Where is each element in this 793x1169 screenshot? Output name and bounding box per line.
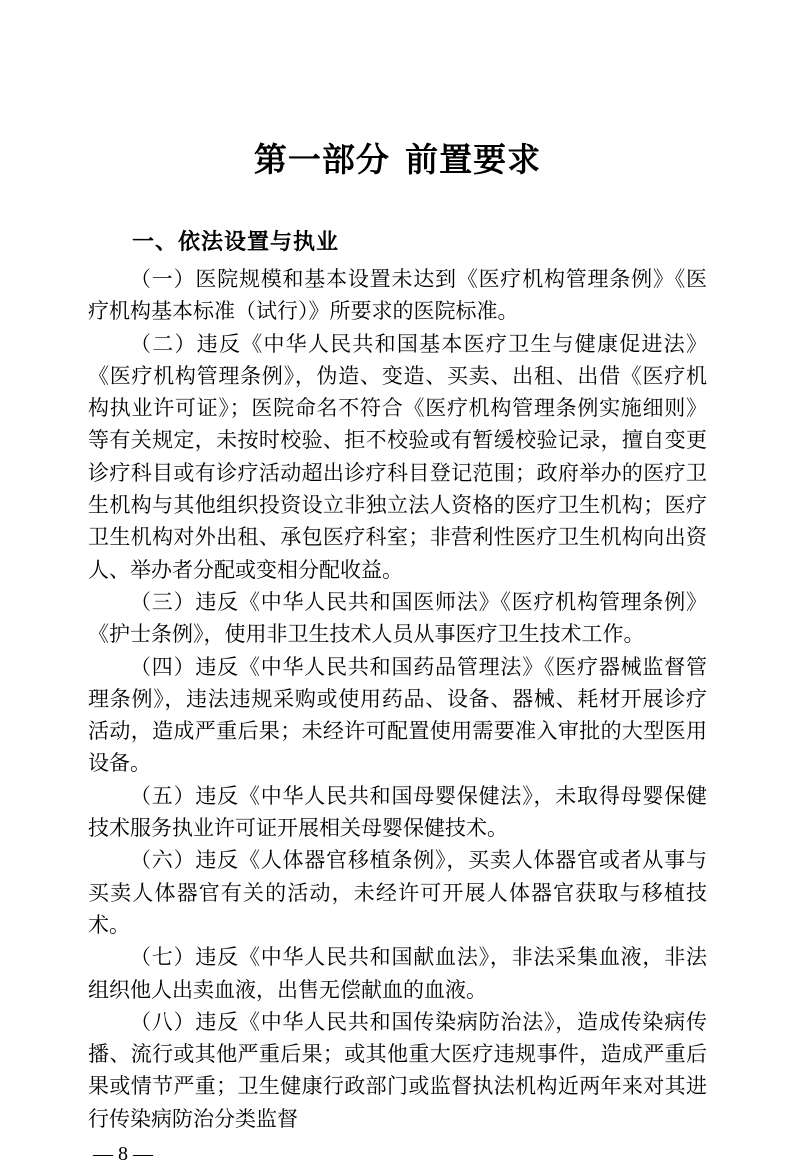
section-heading: 一、依法设置与执业 <box>132 229 340 254</box>
paragraph: （三）违反《中华人民共和国医师法》《医疗机构管理条例》《护士条例》，使用非卫生技术人员从事医疗卫生技术工作。 <box>88 589 707 647</box>
paragraph: （二）违反《中华人民共和国基本医疗卫生与健康促进法》《医疗机构管理条例》，伪造、变造、买卖、出租、出借《医疗机构执业许可证》；医院命名不符合《医疗机构管理条例实施细则》等有关规定，未按时校验、拒不校验或有暂缓校验记录，擅自变更诊疗科目或有诊疗活动超出诊疗科目登记范围；政府举办的医疗卫生机构与其他组织投资设立非独立法人资格的医疗卫生机构；医疗卫生机构对外出租、承包医疗科室；非营利性医疗卫生机构向出资人、举办者分配或变相分配收益。 <box>88 331 707 582</box>
paragraph: （八）违反《中华人民共和国传染病防治法》，造成传染病传播、流行或其他严重后果；或其他重大医疗违规事件，造成严重后果或情节严重；卫生健康行政部门或监督执法机构近两年来对其进行传染病防治分类监督 <box>88 1009 707 1131</box>
paragraph: （六）违反《人体器官移植条例》，买卖人体器官或者从事与买卖人体器官有关的活动，未经许可开展人体器官获取与移植技术。 <box>88 848 707 937</box>
paragraph: （五）违反《中华人民共和国母婴保健法》，未取得母婴保健技术服务执业许可证开展相关母婴保健技术。 <box>88 783 707 841</box>
paragraph: （四）违反《中华人民共和国药品管理法》《医疗器械监督管理条例》，违法违规采购或使用药品、设备、器械、耗材开展诊疗活动，造成严重后果；未经许可配置使用需要准入审批的大型医用设备。 <box>88 654 707 776</box>
paragraph: （一）医院规模和基本设置未达到《医疗机构管理条例》《医疗机构基本标准（试行）》所要求的医院标准。 <box>88 267 707 324</box>
paragraph: （七）违反《中华人民共和国献血法》，非法采集血液，非法组织他人出卖血液，出售无偿献血的血液。 <box>88 945 707 1002</box>
document-title: 第一部分 前置要求 <box>253 143 542 179</box>
document-body <box>88 263 707 1135</box>
page-number: — 8 — <box>93 1143 153 1166</box>
